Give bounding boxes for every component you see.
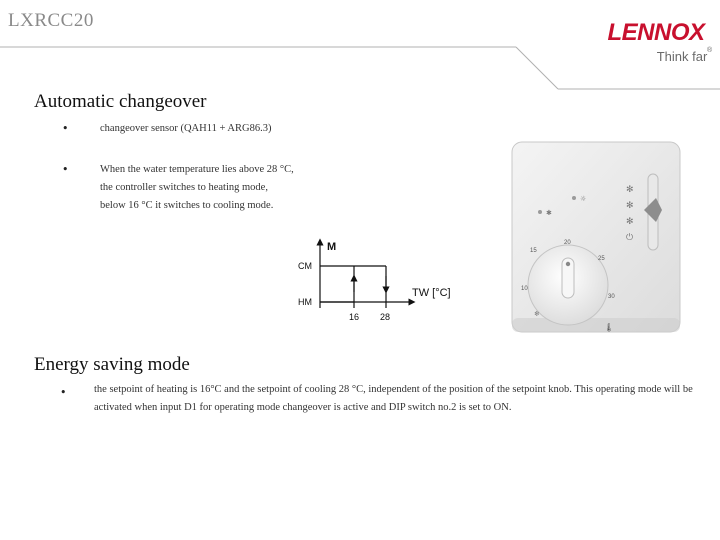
bullet-icon: • (62, 163, 69, 176)
bullet-line: below 16 °C it switches to cooling mode. (100, 200, 274, 211)
fan-speed-icon: ✻ (626, 185, 634, 195)
svg-text:LENNOX: LENNOX (607, 19, 705, 46)
svg-text:®: ® (707, 47, 713, 54)
svg-text:20: 20 (564, 240, 571, 246)
bullet-text-water-temperature (100, 161, 360, 215)
power-icon: ⏻ (626, 233, 634, 243)
diagram-tick-16: 16 (349, 312, 360, 322)
svg-text:25: 25 (598, 256, 605, 262)
diagram-y-label: M (327, 241, 337, 253)
snowflake-icon: ❄ (534, 310, 540, 318)
diagram-x-label: TW [°C] (412, 287, 451, 299)
section-title-automatic-changeover: Automatic changeover (34, 91, 207, 112)
bullet-icon: • (60, 386, 67, 399)
room-thermostat-image (508, 140, 686, 336)
svg-text:30: 30 (608, 294, 615, 300)
bullet-icon: • (62, 122, 69, 135)
bullet-text-energy-saving: the setpoint of heating is 16°C and the setpoint of cooling 28 °C, independent of the position of the setpoint knob. This operating mode will be activated when input D1 for operating mode changeover is active and DIP switch no.2 is set to ON. (94, 384, 693, 413)
svg-text:Think far: Think far (656, 49, 708, 64)
heating-icon: ☼ (580, 195, 587, 203)
thermometer-icon: 🌡 (604, 323, 615, 332)
fan-speed-icon: ✻ (626, 217, 634, 227)
cooling-icon: ✱ (546, 209, 552, 217)
bullet-line: When the water temperature lies above 28 °C, (100, 164, 294, 175)
changeover-diagram (294, 236, 484, 326)
bullet-line: the controller switches to heating mode, (100, 182, 268, 193)
section-title-energy-saving-mode: Energy saving mode (34, 354, 190, 375)
lennox-logo (596, 14, 716, 66)
diagram-tick-28: 28 (380, 312, 391, 322)
diagram-tick-hm: HM (298, 297, 312, 307)
document-code: LXRCC20 (8, 10, 94, 31)
bullet-text-changeover-sensor: changeover sensor (QAH11 + ARG86.3) (100, 123, 272, 134)
fan-speed-icon: ✻ (626, 201, 634, 211)
svg-text:15: 15 (530, 248, 537, 254)
svg-text:10: 10 (521, 286, 528, 292)
diagram-tick-cm: CM (298, 261, 312, 271)
